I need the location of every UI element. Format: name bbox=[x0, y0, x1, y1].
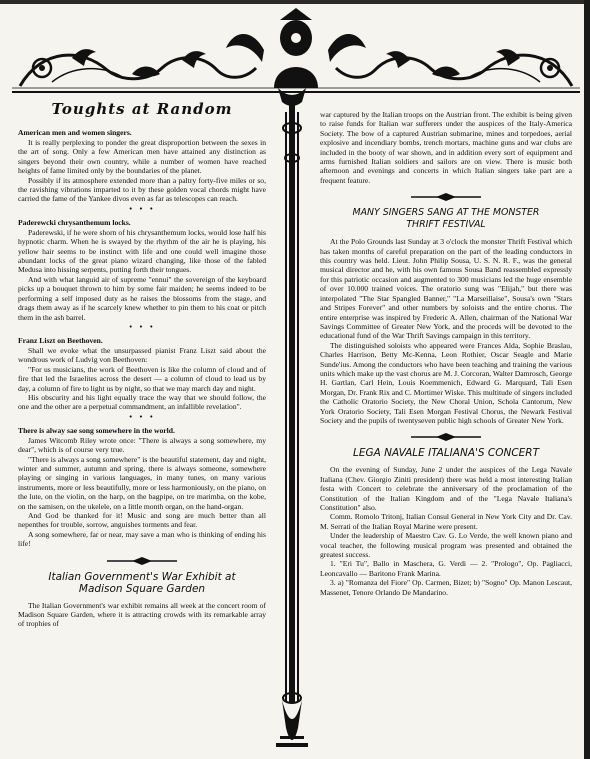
left-column bbox=[18, 96, 266, 629]
paragraph: And God be thanked for it! Music and song are much better than all nepenthes for trouble, sorrow, anguishes torments and fear. bbox=[18, 511, 266, 530]
page-title: Toughts at Random bbox=[51, 100, 233, 118]
war-exhibit-title-line1: Italian Government's War Exhibit at bbox=[48, 570, 236, 583]
thrift-title-line1: MANY SINGERS SANG AT THE MONSTER bbox=[352, 207, 540, 219]
paragraph: Under the leadership of Maestro Cav. G. Lo Verde, the well known piano and vocal teacher, the following musical program was presented and obtained the greatest success. bbox=[320, 531, 572, 560]
paragraph: A song somewhere, far or near, may save a man who is thinking of ending his life! bbox=[18, 529, 266, 549]
thrift-title-line2: THRIFT FESTIVAL bbox=[406, 219, 486, 231]
ornament-divider bbox=[107, 557, 177, 565]
paragraph: The Italian Government's war exhibit remains all week at the concert room of Madison Square Garden, where it is attracting crowds with its remarkable array of trophies of bbox=[18, 600, 266, 629]
paragraph: It is really perplexing to ponder the great disproportion between the sexes in the art of song. Only a few American men have attained any distinction as singers beyond their own country, while a number of women have reached heights of fame limited only by the boundaries of the planet. bbox=[18, 138, 266, 176]
paragraph: war captured by the Italian troops on the Austrian front. The exhibit is being given to raise funds for Italian war sufferers under the auspices of the Italy-America Society. The bow of a captured Austrian submarine, mines and torpedoes, aerial explosive and incendiary bombs, trench mortars, machine guns and war clubs are included in the booty of war shown, and in addition every sort of equipment and arms furnished Italian soldiers and sailors are on view. There is music both afternoon and evenings and concerts in which Italian singers take part are a frequent feature. bbox=[320, 110, 572, 185]
paragraph: James Witcomb Riley wrote once: "There is always a song somewhere, my dear", which is of course very true. bbox=[18, 435, 266, 455]
separator: • • • bbox=[128, 204, 156, 213]
paragraph: Shall we evoke what the unsurpassed pianist Franz Liszt said about the wondrous work of Ludvig von Beethoven: bbox=[18, 345, 266, 365]
article-liszt bbox=[18, 336, 266, 412]
paragraph: Paderewski, if he were shorn of his chrysanthemum locks, would lose half his hypnotic charm. When he is swayed by the rhythm of the air he is playing, his yellow hair seems to be instinct with life and one could well imagine those abundant locks of the great piano wizard changing, like those of the fabled Medusa into hissing serpents, putting forth their tongues. bbox=[18, 227, 266, 275]
ornament-divider bbox=[411, 193, 481, 201]
separator: • • • bbox=[128, 412, 156, 421]
article-american-singers bbox=[18, 128, 266, 204]
article-heading: Franz Liszt on Beethoven. bbox=[18, 335, 103, 345]
paragraph: "There is always a song somewhere" is the beautiful statement, day and night, winter and summer, autumn and spring, there is always someone, somewhere playing or singing in various languages, in many tunes, on many various instruments, more or less beautifully, more or less harmoniously, on the piano, on the lute, on the violin, on the harp, on the bagpipe, on tre marimba, on the kobe, on the samisen, on the ukelele, on a little month organ, on the hand-organ. bbox=[18, 454, 266, 511]
decorative-column-divider bbox=[268, 88, 316, 756]
paragraph: 1. "Eri Tu", Ballo in Maschera, G. Verdi — 2. "Prologo", Op. Pagliacci, Leoncavallo — Baritono Frank Marina. bbox=[320, 559, 572, 578]
article-heading: Paderewcki chrysanthemum locks. bbox=[18, 217, 131, 227]
ornamental-masthead bbox=[12, 8, 580, 96]
paragraph: Comm. Romolo Tritonj, Italian Consul General in New York City and Dr. Cav. M. Serrati of the Italian Royal Marine were present. bbox=[320, 512, 572, 531]
ornament-divider bbox=[411, 433, 481, 441]
war-exhibit-title bbox=[18, 571, 266, 595]
article-heading: There is alway sae song somewhere in the world. bbox=[18, 425, 175, 435]
scan-edge-top bbox=[0, 0, 590, 4]
article-heading: American men and women singers. bbox=[18, 128, 132, 137]
separator: • • • bbox=[128, 322, 156, 331]
thrift-festival-title bbox=[320, 207, 572, 231]
paragraph: And with what languid air of supreme "ennui" the sovereign of the keyboard picks up a bouquet thrown to him by some fair maiden; he seems indeed to be performing a self imposed duty as he raises the blossoms from the stage, and drags them away as if he scarcely knew whether to pin them to his coat or pitch them in the ash barrel. bbox=[18, 274, 266, 322]
paragraph: On the evening of Sunday, June 2 under the auspices of the Lega Navale Italiana (Chev. Giorgio Ziniti president) there was held a most interesting Italian festa with Concert to celebrate the anniversary of the proclamation of the Constitution of the Italian Kingdom and of the "Lega Navale Italiana's Constitution" also. bbox=[320, 465, 572, 512]
paragraph: His obscurity and his light equally trace the way that we should follow, the one and the other are a perpetual commandment, an infallible revelation". bbox=[18, 392, 266, 412]
lega-navale-title: LEGA NAVALE ITALIANA'S CONCERT bbox=[352, 447, 540, 460]
paragraph: 3. a) "Romanza del Fiore" Op. Carmen, Bizet; b) "Sogno" Op. Manon Lescaut, Massenet, Tenore Orlando De Mandarino. bbox=[320, 578, 572, 597]
paragraph: At the Polo Grounds last Sunday at 3 o'clock the monster Thrift Festival which has taken months of careful preparation on the part of the leading conductors in this country was held. Lieut. John Philip Sousa, U. S. N. R. F., was the general musical director and he, with his own famous Sousa Band reassembled expressly for this patriotic occasion and augmented to 300 musicians led the huge ensemble of over 10.000 trained voices. The oratorio sung was "Elijah," but there was interpolated "The Star Spangled Banner," "La Marseillaise", Sousa's own "Stars and Stripes Forever" and other numbers by soloists and the entire chorus. The entire enterprise was inspired by Frederic A. Allen, chairman of the National War Savings Committee of Greater New York, and the proceds will be devoted to the educational fund of the War Thrift Savings campaign in this territory. bbox=[320, 237, 572, 341]
war-exhibit-title-line2: Madison Square Garden bbox=[78, 582, 206, 595]
paragraph: The distinguished soloists who appeared were Frances Alda, Sophie Braslau, Charles Harrison, Betty Mc-Kenna, Leon Rothier, Oscar Seagle and Marie Sunde'ius. Among the conductors who have been teaching and training the various units which make up the vast chorus are M. J. Corcoran, Walter Damrosch, George H. Gartlan, Carl Hein, Louis Koemmenich, Edward G. Marquard, Tali Esen Morgan, Dr. Frank Rix and C. Mortimer Wiske. This multitude of singers included the Catholic Oratorio Society, the New Choral Union, Schola Cantorum, New York Oratorio Society, Tali Esen Morgan Festival Chorus, the Newark Festival Society and the pupils of twentyseven public high schools of Greater New York. bbox=[320, 340, 572, 425]
right-column bbox=[320, 110, 572, 597]
scan-edge-right bbox=[584, 0, 590, 759]
paragraph: "For us musicians, the work of Beethoven is like the column of cloud and of fire that led the Israelites across the desert — a column of cloud to lead us by day, a column of fire to light us by night, so that we may march day and night. bbox=[18, 364, 266, 393]
paragraph: Possibly if its atmosphere extended more than a paltry forty-five miles or so, the ravishing vibrations imparted to it by these golden vocal chords might have carried the fame of the Yankee divos even as far as telescopes can reach. bbox=[18, 175, 266, 204]
article-paderewski bbox=[18, 218, 266, 322]
article-always-a-song bbox=[18, 426, 266, 549]
